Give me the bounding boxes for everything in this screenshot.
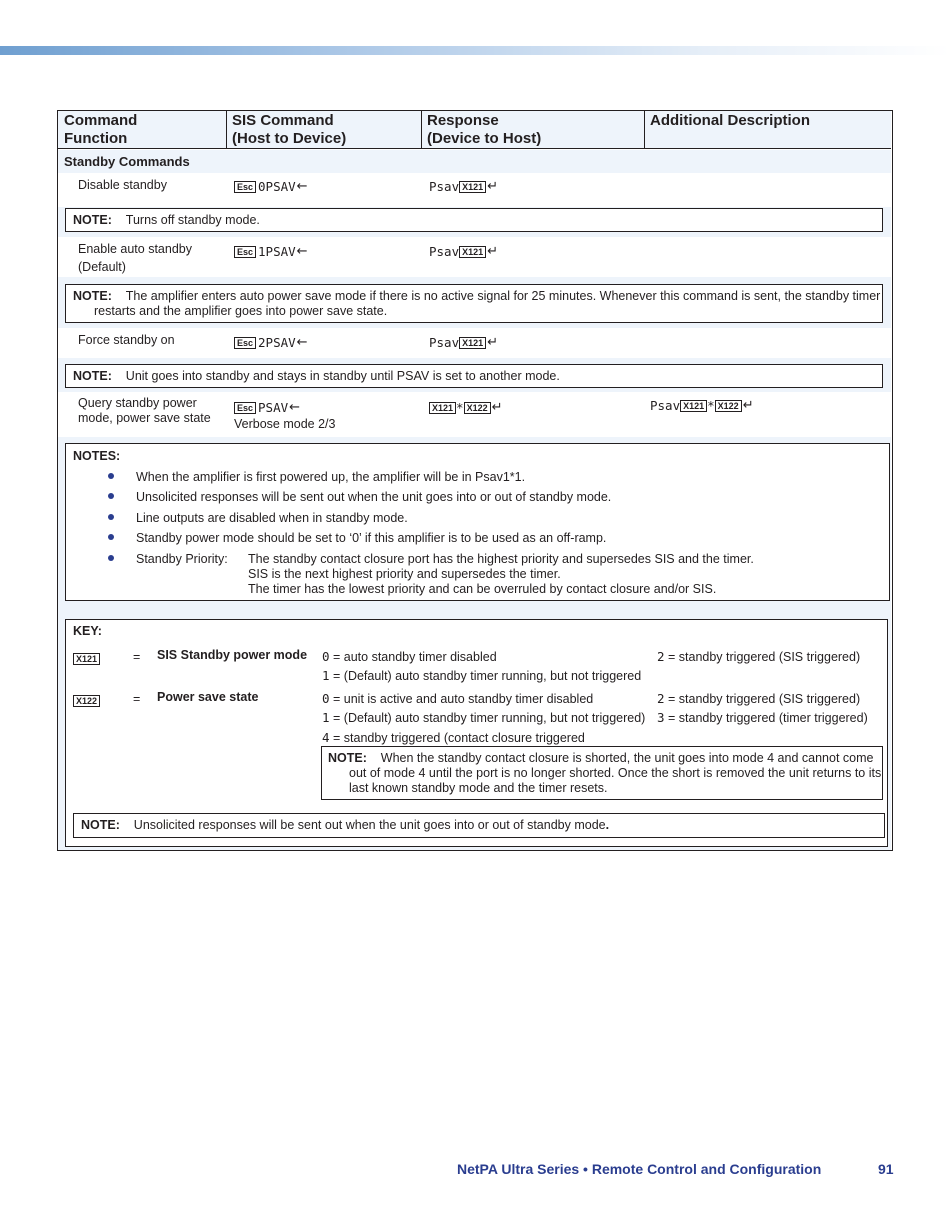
return-arrow-icon: ↵ (742, 398, 754, 413)
x121-variable: X121 (459, 337, 486, 349)
note-label: NOTE: (328, 751, 367, 765)
value-number: 1 (322, 710, 330, 725)
return-arrow-icon: ↵ (487, 179, 499, 194)
table-header (58, 111, 891, 149)
notes-label: NOTES: (73, 449, 121, 463)
left-arrow-icon: ← (296, 335, 308, 350)
sis-command (234, 400, 300, 415)
value-text: = unit is active and auto standby timer disabled (329, 692, 594, 706)
command-function: Disable standby (78, 178, 167, 192)
header-text: (Device to Host) (427, 130, 542, 147)
command-function: Force standby on (78, 333, 175, 347)
response (429, 335, 498, 350)
header-text: SIS Command (232, 112, 334, 129)
priority-text (248, 552, 754, 597)
function-line: mode, power save state (78, 411, 211, 425)
value-text: = (Default) auto standby timer running, but not triggered (329, 669, 642, 683)
response (429, 244, 498, 259)
note-text: last known standby mode and the timer resets. (349, 781, 608, 795)
priority-line: SIS is the next highest priority and supersedes the timer. (248, 567, 561, 581)
value-number: 2 (657, 691, 665, 706)
value-number: 3 (657, 710, 665, 725)
note-label: NOTE: (73, 213, 112, 227)
note-period: . (605, 818, 610, 832)
response (429, 179, 498, 194)
x122-variable: X122 (715, 400, 742, 412)
bullet-icon (108, 514, 114, 520)
bullet-icon (108, 493, 114, 499)
value-text: = standby triggered (SIS triggered) (664, 650, 861, 664)
left-arrow-icon: ← (289, 400, 301, 415)
command-table (57, 110, 893, 851)
header-sis-command (226, 111, 421, 148)
x122-name: Power save state (157, 690, 259, 704)
x122-key (73, 693, 100, 708)
note-label: NOTE: (73, 369, 112, 383)
command-function (78, 240, 192, 276)
x121-variable: X121 (429, 402, 456, 414)
note-item: Line outputs are disabled when in standby mode. (136, 511, 408, 525)
command-text: 0PSAV (258, 179, 296, 194)
x121-variable: X121 (459, 246, 486, 258)
value-number: 0 (322, 691, 330, 706)
value-number: 4 (322, 730, 330, 745)
equals-sign: = (133, 692, 141, 706)
esc-key-icon: Esc (234, 337, 256, 349)
note-label: NOTE: (81, 818, 120, 832)
x122-value (657, 710, 868, 726)
note-box (65, 364, 883, 388)
notes-box (65, 443, 890, 601)
return-arrow-icon: ↵ (491, 400, 503, 415)
note-box (65, 208, 883, 232)
header-command-function (58, 111, 226, 148)
separator: * (456, 400, 464, 415)
return-arrow-icon: ↵ (487, 244, 499, 259)
bullet-icon (108, 473, 114, 479)
header-text: Additional Description (650, 112, 811, 129)
note-text: Turns off standby mode. (125, 213, 260, 227)
verbose-mode: Verbose mode 2/3 (234, 417, 336, 431)
x122-variable: X122 (464, 402, 491, 414)
note-text: Unit goes into standby and stays in standby until PSAV is set to another mode. (125, 369, 560, 383)
header-text: Function (64, 130, 128, 147)
sis-command (234, 335, 308, 350)
x121-name: SIS Standby power mode (157, 648, 308, 662)
footer-title: NetPA Ultra Series • Remote Control and Configuration (457, 1161, 822, 1177)
value-number: 0 (322, 649, 330, 664)
x121-value (322, 649, 497, 665)
esc-key-icon: Esc (234, 246, 256, 258)
function-line: Enable auto standby (78, 242, 192, 256)
left-arrow-icon: ← (296, 244, 308, 259)
bottom-note-box (73, 813, 885, 838)
response-text: Psav (429, 179, 460, 194)
sis-command (234, 244, 308, 259)
function-line: Query standby power (78, 396, 197, 410)
esc-key-icon: Esc (234, 402, 256, 414)
note-item: Unsolicited responses will be sent out when the unit goes into or out of standby mode. (136, 490, 612, 504)
priority-line: The standby contact closure port has the highest priority and supersedes SIS and the timer. (248, 552, 754, 566)
bullet-icon (108, 555, 114, 561)
value-number: 2 (657, 649, 665, 664)
priority-label: Standby Priority: (136, 552, 228, 566)
header-text: Response (427, 112, 499, 129)
command-text: 2PSAV (258, 335, 296, 350)
section-title: Standby Commands (64, 154, 190, 169)
separator: * (707, 398, 715, 413)
value-number: 1 (322, 668, 330, 683)
header-gradient-bar (0, 46, 950, 55)
x121-value (657, 649, 860, 665)
header-text: Command (64, 112, 138, 129)
description-text: Psav (650, 398, 681, 413)
response-text: Psav (429, 335, 460, 350)
function-line: (Default) (78, 260, 126, 274)
response-text: Psav (429, 244, 460, 259)
sis-command (234, 179, 308, 194)
x122-value (322, 691, 593, 707)
value-text: = standby triggered (SIS triggered) (664, 692, 861, 706)
equals-sign: = (133, 650, 141, 664)
value-text: = auto standby timer disabled (329, 650, 497, 664)
priority-line: The timer has the lowest priority and can be overruled by contact closure and/or SIS. (248, 582, 717, 596)
x122-value (322, 730, 585, 746)
response (429, 400, 503, 415)
note-box (65, 284, 883, 323)
value-text: = (Default) auto standby timer running, but not triggered) (329, 711, 646, 725)
command-text: 1PSAV (258, 244, 296, 259)
value-text: = standby triggered (timer triggered) (664, 711, 868, 725)
page-number: 91 (878, 1161, 894, 1177)
note-text: Unsolicited responses will be sent out when the unit goes into or out of standby mode (133, 818, 606, 832)
note-text: out of mode 4 until the port is no longer shorted. Once the short is removed the unit returns to its (349, 766, 882, 780)
x121-variable: X121 (680, 400, 707, 412)
left-arrow-icon: ← (296, 179, 308, 194)
additional-description (650, 398, 754, 413)
note-label: NOTE: (73, 289, 112, 303)
esc-key-icon: Esc (234, 181, 256, 193)
note-text: restarts and the amplifier goes into power save state. (94, 304, 388, 318)
header-response (421, 111, 644, 148)
x121-key (73, 651, 100, 666)
value-text: = standby triggered (contact closure triggered (329, 731, 585, 745)
return-arrow-icon: ↵ (487, 335, 499, 350)
note-item: Standby power mode should be set to ‘0’ if this amplifier is to be used as an off-ramp. (136, 531, 607, 545)
key-label: KEY: (73, 624, 102, 638)
x121-value (322, 668, 641, 684)
key-box (65, 619, 888, 847)
x122-variable: X122 (73, 695, 100, 707)
header-text: (Host to Device) (232, 130, 347, 147)
note-text: When the standby contact closure is shorted, the unit goes into mode 4 and cannot come (380, 751, 874, 765)
note-item: When the amplifier is first powered up, the amplifier will be in Psav1*1. (136, 470, 526, 484)
x121-variable: X121 (459, 181, 486, 193)
note-text: The amplifier enters auto power save mode if there is no active signal for 25 minutes. Whenever this command is sent, the standby timer (125, 289, 881, 303)
command-text: PSAV (258, 400, 289, 415)
command-function (78, 396, 211, 426)
x122-value (657, 691, 860, 707)
header-additional-description (644, 111, 891, 148)
inner-note-box (321, 746, 883, 800)
bullet-icon (108, 534, 114, 540)
x122-value (322, 710, 645, 726)
x121-variable: X121 (73, 653, 100, 665)
